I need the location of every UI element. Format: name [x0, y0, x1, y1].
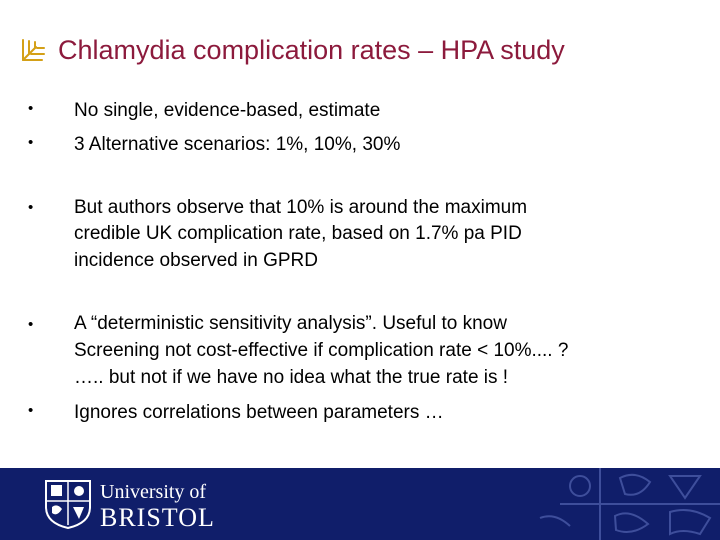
bullet-line: Screening not cost-effective if complication rate < 10%.... ?: [74, 340, 569, 361]
university-logo: [44, 477, 214, 531]
bullet-line: incidence observed in GPRD: [74, 250, 318, 271]
bullet-line: But authors observe that 10% is around the maximum: [74, 197, 528, 218]
bullet-marker: •: [28, 100, 34, 117]
bullet-line: No single, evidence-based, estimate: [74, 100, 381, 121]
bullet-marker: •: [28, 316, 34, 333]
bullet-marker: •: [28, 199, 34, 216]
decorative-crest-pattern: [420, 468, 720, 540]
bullet-line: ….. but not if we have no idea what the true rate is !: [74, 367, 509, 388]
bullet-line: Ignores correlations between parameters …: [74, 402, 444, 423]
university-crest-icon: [44, 479, 92, 529]
logo-line-university: University of: [100, 481, 207, 503]
slide-title: Chlamydia complication rates – HPA study: [58, 34, 565, 65]
bullet-line: 3 Alternative scenarios: 1%, 10%, 30%: [74, 134, 401, 155]
bullet-line: credible UK complication rate, based on 1.7% pa PID: [74, 223, 522, 244]
bullet-line: A “deterministic sensitivity analysis”. Useful to know: [74, 313, 507, 334]
bullet-marker: •: [28, 134, 34, 151]
footer-band: [0, 468, 720, 540]
bullet-marker: •: [28, 402, 34, 419]
logo-line-bristol: BRISTOL: [100, 503, 215, 532]
